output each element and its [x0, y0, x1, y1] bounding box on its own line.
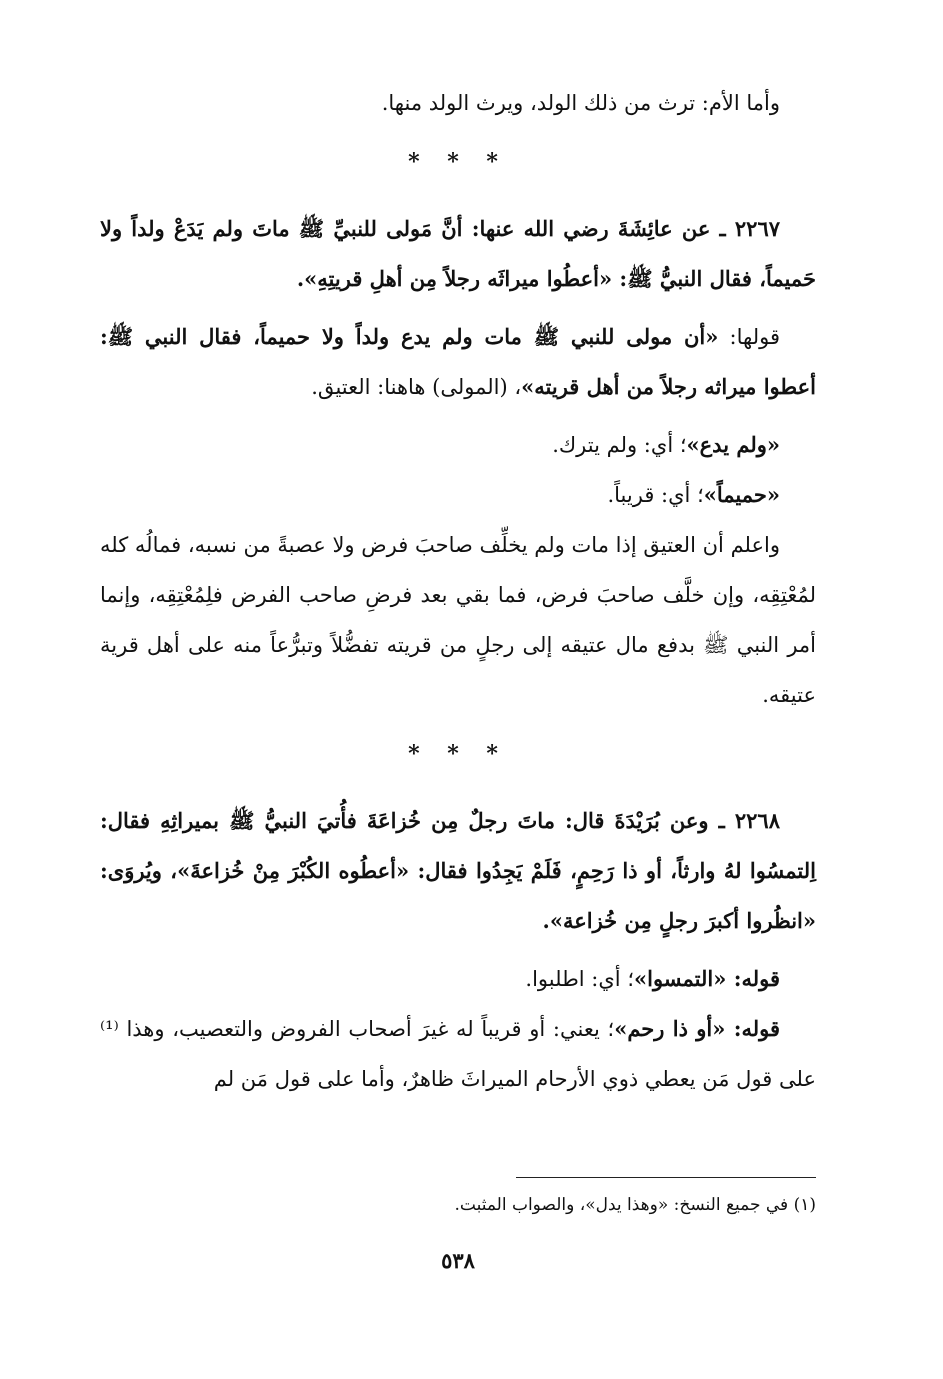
section-separator: * * * [408, 149, 508, 175]
commentary-paragraph [100, 1004, 816, 1104]
hadith-2268: ٢٢٦٨ ـ وعن بُرَيْدَةَ قال: ماتَ رجلٌ مِن خُزاعَةَ فأُتيَ النبيُّ ﷺ بميراثِهِ فقال: اِلتمسُوا لهُ وارثاً، أو ذا رَحِمٍ، فَلَمْ يَجِدُوا فقال: «أعطُوه الكُبْرَ مِنْ خُزاعةَ»، ويُروَى: «انظُروا أكبرَ رجلٍ مِن خُزاعة». [100, 808, 816, 933]
page-number: ٥٣٨ [441, 1248, 475, 1273]
hadith-2267 [100, 204, 816, 304]
commentary-paragraph [100, 312, 816, 412]
book-page [100, 78, 816, 1318]
gloss-line [100, 420, 816, 470]
hadith-2267-line-1: ٢٢٦٧ ـ عن عائِشَةَ رضي الله عنها: أنَّ مَولى للنبيِّ ﷺ ماتَ ولم يَدَعْ [173, 216, 781, 241]
commentary-lead: قولها: [718, 325, 780, 349]
section-separator: * * * [408, 741, 508, 767]
gloss-line [100, 470, 816, 520]
hadith-2267-line-2: ولداً ولا حَميماً، فقال النبيُّ ﷺ: «أعطُوا ميراثَه رجلاً مِن أهلِ قريتِهِ». [100, 216, 816, 291]
gloss-term: «حميماً» [703, 482, 780, 507]
gloss-term: قوله: «التمسوا» [634, 966, 780, 991]
gloss-line [100, 954, 816, 1004]
commentary-rest: ، (المولى) هاهنا: العتيق. [311, 375, 522, 399]
explanation-paragraph: واعلم أن العتيق إذا مات ولم يخلِّف صاحبَ فرض ولا عصبةً من نسبه، فمالُه كله لمُعْتِقِه، وإن خلَّف صاحبَ فرض، فما بقي بعد فرضِ صاحب الفرض فلِمُعْتِقِه، وإنما أمر النبي ﷺ بدفع مال عتيقه إلى رجلٍ من قريته تفضُّلاً وتبرُّعاً منه على أهل قرية عتيقه. [100, 533, 816, 707]
text-line: وأما الأم: ترث من ذلك الولد، ويرث الولد منها. [381, 91, 780, 115]
commentary-quote: «أن مولى للنبي ﷺ مات ولم يدع ولداً ولا حميماً، فقال النبي ﷺ: أعطوا ميراثه رجلاً من أهل قريته» [100, 324, 816, 399]
gloss-definition: ؛ أي: اطلبوا. [525, 967, 634, 991]
footnote: (١) في جميع النسخ: «وهذا يدل»، والصواب المثبت. [454, 1195, 816, 1215]
gloss-term: «ولم يدع» [686, 432, 780, 457]
gloss-term: قوله: «أو ذا رحم» [614, 1016, 780, 1041]
gloss-definition: ؛ أي: قريباً. [607, 483, 704, 507]
footnote-divider [516, 1177, 816, 1178]
gloss-definition: ؛ أي: ولم يترك. [552, 433, 687, 457]
gloss-definition: ؛ يعني: أو قريباً له غيرَ أصحاب الفروض والتعصيب، وهذا ⁽¹⁾ على قول مَن يعطي ذوي الأرحام الميراثَ ظاهرٌ، وأما على قول مَن لم [100, 1017, 816, 1091]
